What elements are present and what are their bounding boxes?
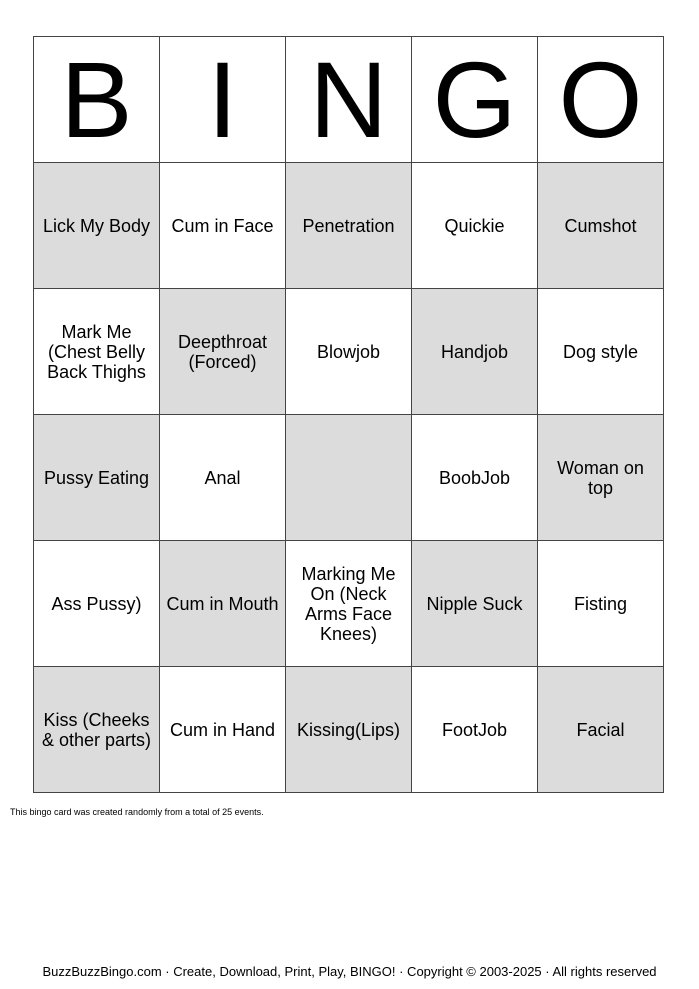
header-letter-o: O <box>538 37 664 163</box>
bingo-cell: Ass Pussy) <box>34 541 160 667</box>
card-row-4 <box>34 541 664 667</box>
bingo-cell: Cum in Mouth <box>160 541 286 667</box>
header-letter-b: B <box>34 37 160 163</box>
bingo-cell: Dog style <box>538 289 664 415</box>
bingo-cell: Woman on top <box>538 415 664 541</box>
card-row-3 <box>34 415 664 541</box>
bingo-cell: Cum in Face <box>160 163 286 289</box>
bingo-cell: BoobJob <box>412 415 538 541</box>
card-note: This bingo card was created randomly from a total of 25 events. <box>10 807 264 817</box>
bingo-cell: FootJob <box>412 667 538 793</box>
bingo-cell: Mark Me (Chest Belly Back Thighs <box>34 289 160 415</box>
bingo-cell: Deepthroat (Forced) <box>160 289 286 415</box>
bingo-cell: Blowjob <box>286 289 412 415</box>
bingo-card <box>33 36 664 793</box>
header-letter-n: N <box>286 37 412 163</box>
bingo-cell: Kissing(Lips) <box>286 667 412 793</box>
bingo-cell: Cum in Hand <box>160 667 286 793</box>
bingo-cell: Facial <box>538 667 664 793</box>
card-row-2 <box>34 289 664 415</box>
bingo-cell: Marking Me On (Neck Arms Face Knees) <box>286 541 412 667</box>
bingo-cell: Anal <box>160 415 286 541</box>
bingo-cell: Pussy Eating <box>34 415 160 541</box>
card-row-5 <box>34 667 664 793</box>
card-row-1 <box>34 163 664 289</box>
bingo-cell: Quickie <box>412 163 538 289</box>
header-letter-i: I <box>160 37 286 163</box>
bingo-cell: Lick My Body <box>34 163 160 289</box>
bingo-cell: Handjob <box>412 289 538 415</box>
header-letter-g: G <box>412 37 538 163</box>
header-row <box>34 37 664 163</box>
bingo-cell: Cumshot <box>538 163 664 289</box>
free-space-cell <box>286 415 412 541</box>
bingo-cell: Kiss (Cheeks & other parts) <box>34 667 160 793</box>
bingo-cell: Fisting <box>538 541 664 667</box>
bingo-cell: Nipple Suck <box>412 541 538 667</box>
bingo-cell: Penetration <box>286 163 412 289</box>
footer-text: BuzzBuzzBingo.com · Create, Download, Print, Play, BINGO! · Copyright © 2003-2025 · All rights reserved <box>42 964 657 979</box>
